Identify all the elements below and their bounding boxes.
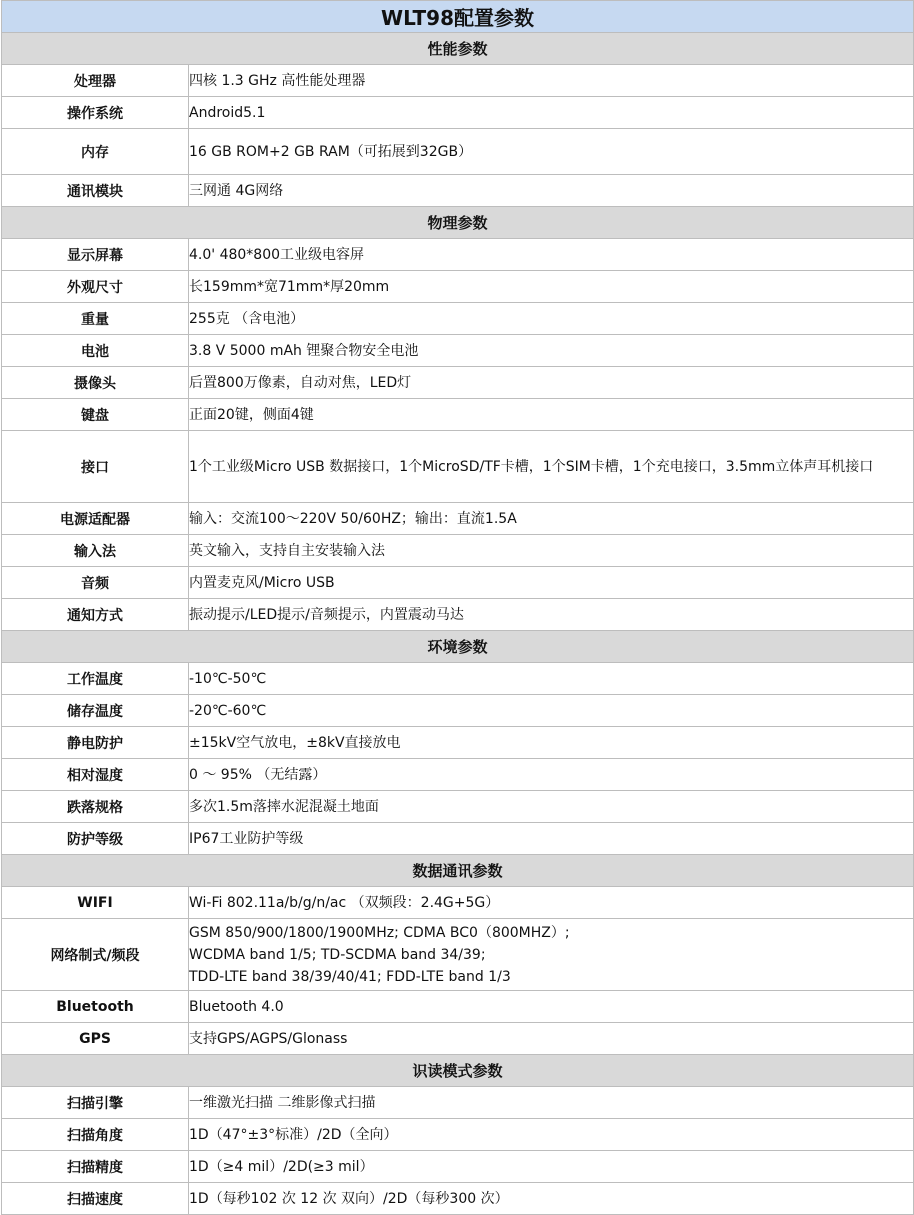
table-row (2, 271, 914, 303)
table-row (2, 791, 914, 823)
section-header-row (2, 1055, 914, 1087)
row-value: 振动提示/LED提示/音频提示，内置震动马达 (189, 599, 914, 631)
row-label: 电源适配器 (2, 503, 189, 535)
table-row (2, 503, 914, 535)
row-value: 1D（≥4 mil）/2D(≥3 mil） (189, 1151, 914, 1183)
row-label: 静电防护 (2, 727, 189, 759)
row-value: 4.0' 480*800工业级电容屏 (189, 239, 914, 271)
section-title: 数据通讯参数 (2, 855, 914, 887)
section-header-row (2, 207, 914, 239)
row-label: 扫描引擎 (2, 1087, 189, 1119)
row-value: 255克 （含电池） (189, 303, 914, 335)
table-row (2, 239, 914, 271)
table-row (2, 599, 914, 631)
section-header-row (2, 33, 914, 65)
row-value: -10℃-50℃ (189, 663, 914, 695)
spec-table (1, 0, 914, 1215)
table-row (2, 1087, 914, 1119)
row-value (189, 919, 914, 991)
table-row (2, 65, 914, 97)
row-value: Wi-Fi 802.11a/b/g/n/ac （双频段：2.4G+5G） (189, 887, 914, 919)
row-label: 内存 (2, 129, 189, 175)
row-label: 相对湿度 (2, 759, 189, 791)
row-label: 接口 (2, 431, 189, 503)
section-title: 性能参数 (2, 33, 914, 65)
row-label: 扫描速度 (2, 1183, 189, 1215)
row-label: 音频 (2, 567, 189, 599)
row-value: Android5.1 (189, 97, 914, 129)
row-value-line: GSM 850/900/1800/1900MHz; CDMA BC0（800MHZ）; (189, 924, 570, 941)
table-row (2, 535, 914, 567)
row-label: 处理器 (2, 65, 189, 97)
page-title: WLT98配置参数 (2, 1, 914, 33)
table-row (2, 431, 914, 503)
table-row (2, 175, 914, 207)
row-label: WIFI (2, 887, 189, 919)
row-value: Bluetooth 4.0 (189, 991, 914, 1023)
table-row (2, 1151, 914, 1183)
row-label: 外观尺寸 (2, 271, 189, 303)
table-row (2, 1183, 914, 1215)
row-label: 重量 (2, 303, 189, 335)
row-label: 键盘 (2, 399, 189, 431)
row-label: 操作系统 (2, 97, 189, 129)
title-row (2, 1, 914, 33)
row-label: GPS (2, 1023, 189, 1055)
row-value: 1D（每秒102 次 12 次 双向）/2D（每秒300 次） (189, 1183, 914, 1215)
table-row (2, 367, 914, 399)
row-value: 0 ～ 95% （无结露） (189, 759, 914, 791)
row-label: 扫描角度 (2, 1119, 189, 1151)
table-row (2, 1023, 914, 1055)
row-label: 输入法 (2, 535, 189, 567)
row-label: 防护等级 (2, 823, 189, 855)
row-value: IP67工业防护等级 (189, 823, 914, 855)
row-label: 显示屏幕 (2, 239, 189, 271)
row-value: 1个工业级Micro USB 数据接口，1个MicroSD/TF卡槽，1个SIM卡槽，1个充电接口，3.5mm立体声耳机接口 (189, 431, 914, 503)
row-label: 网络制式/频段 (2, 919, 189, 991)
section-title: 物理参数 (2, 207, 914, 239)
table-row (2, 759, 914, 791)
section-header-row (2, 631, 914, 663)
row-value: 16 GB ROM+2 GB RAM（可拓展到32GB） (189, 129, 914, 175)
row-value: 输入：交流100～220V 50/60HZ；输出：直流1.5A (189, 503, 914, 535)
row-label: 通知方式 (2, 599, 189, 631)
row-label: 扫描精度 (2, 1151, 189, 1183)
table-row (2, 303, 914, 335)
table-row (2, 695, 914, 727)
row-value-line: TDD-LTE band 38/39/40/41; FDD-LTE band 1/3 (189, 968, 511, 985)
table-row (2, 887, 914, 919)
table-row (2, 335, 914, 367)
table-row (2, 129, 914, 175)
table-row (2, 567, 914, 599)
section-title: 识读模式参数 (2, 1055, 914, 1087)
row-label: 储存温度 (2, 695, 189, 727)
row-label: 工作温度 (2, 663, 189, 695)
row-value: 英文输入，支持自主安装输入法 (189, 535, 914, 567)
row-value: 多次1.5m落摔水泥混凝土地面 (189, 791, 914, 823)
row-label: 通讯模块 (2, 175, 189, 207)
row-value: 正面20键，侧面4键 (189, 399, 914, 431)
row-value-line: WCDMA band 1/5; TD-SCDMA band 34/39; (189, 946, 486, 963)
row-value: ±15kV空气放电，±8kV直接放电 (189, 727, 914, 759)
row-value: 三网通 4G网络 (189, 175, 914, 207)
table-row (2, 919, 914, 991)
row-value: 四核 1.3 GHz 高性能处理器 (189, 65, 914, 97)
table-row (2, 663, 914, 695)
row-value: 一维激光扫描 二维影像式扫描 (189, 1087, 914, 1119)
row-value: 内置麦克风/Micro USB (189, 567, 914, 599)
row-value: 后置800万像素，自动对焦，LED灯 (189, 367, 914, 399)
table-row (2, 1119, 914, 1151)
row-label: Bluetooth (2, 991, 189, 1023)
row-value: 支持GPS/AGPS/Glonass (189, 1023, 914, 1055)
table-row (2, 727, 914, 759)
row-label: 电池 (2, 335, 189, 367)
row-value: 1D（47°±3°标准）/2D（全向） (189, 1119, 914, 1151)
row-label: 跌落规格 (2, 791, 189, 823)
table-row (2, 399, 914, 431)
row-value: -20℃-60℃ (189, 695, 914, 727)
row-value: 长159mm*宽71mm*厚20mm (189, 271, 914, 303)
table-row (2, 823, 914, 855)
table-row (2, 991, 914, 1023)
section-header-row (2, 855, 914, 887)
row-value: 3.8 V 5000 mAh 锂聚合物安全电池 (189, 335, 914, 367)
row-label: 摄像头 (2, 367, 189, 399)
section-title: 环境参数 (2, 631, 914, 663)
table-row (2, 97, 914, 129)
